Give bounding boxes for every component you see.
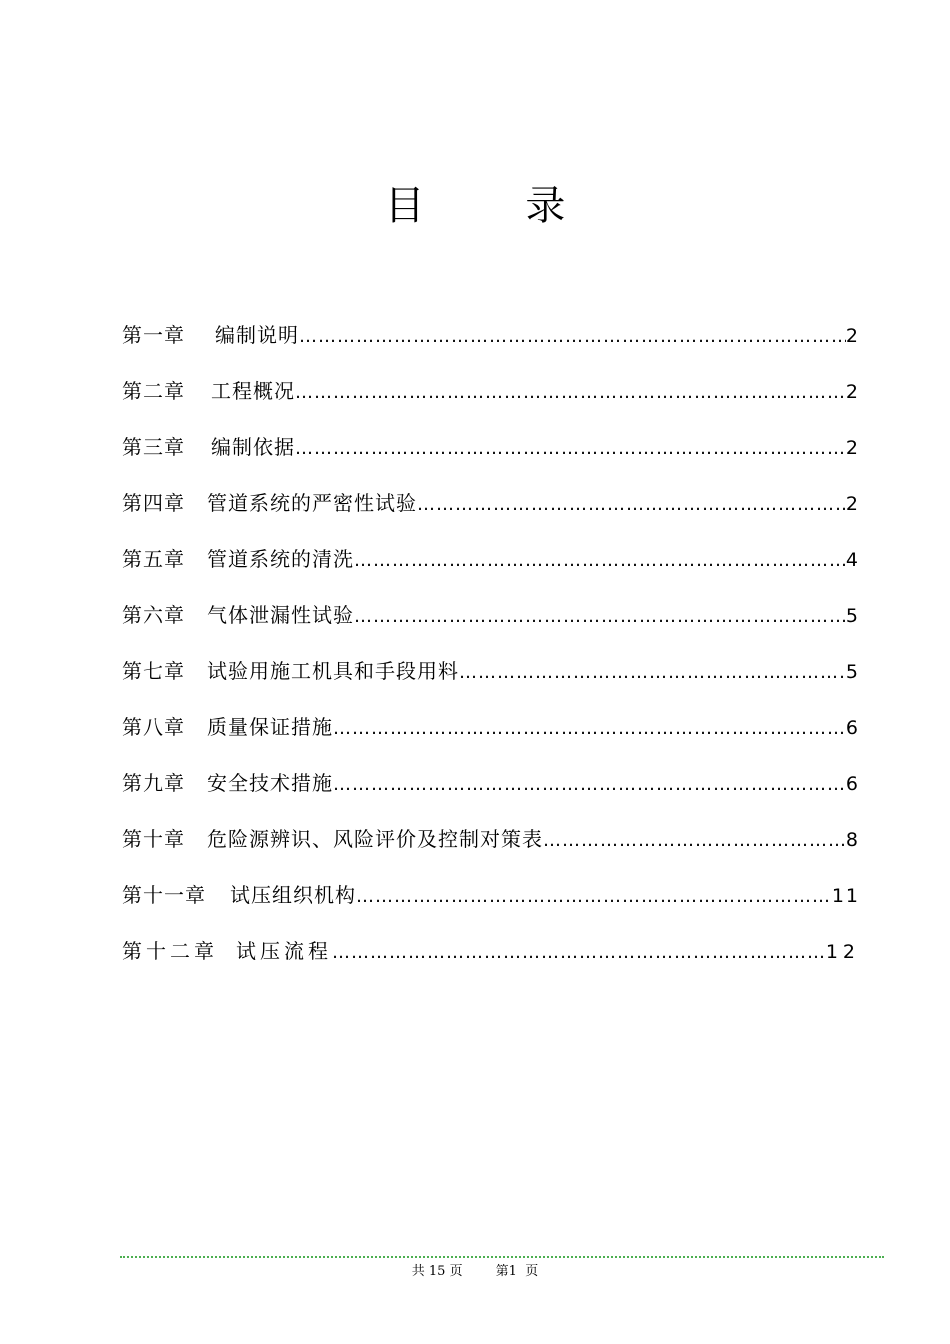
toc-leader-dots [354,543,846,579]
toc-title: 危险源辨识、风险评价及控制对策表 [207,827,543,851]
toc-entry[interactable] [122,429,860,485]
toc-entry[interactable] [122,317,860,373]
toc-title: 编制说明 [215,323,299,347]
toc-chapter-label: 第八章 [122,715,185,739]
page-title: 目 录 [384,183,610,229]
toc-entry[interactable] [122,485,860,541]
toc-leader-dots [543,823,846,859]
toc-page-number: 2 [845,381,860,403]
toc-chapter-label: 第十二章 [122,939,218,963]
toc-entry[interactable] [122,821,860,877]
toc-page-number: 5 [845,661,860,683]
toc-title: 管道系统的严密性试验 [207,491,417,515]
toc-chapter-label: 第四章 [122,491,185,515]
toc-page-number: 2 [845,325,860,347]
toc-leader-dots [299,319,846,355]
toc-page-number: 5 [845,605,860,627]
toc-chapter-label: 第七章 [122,659,185,683]
toc-leader-dots [333,767,846,803]
footer-current-page: 第1 页 [495,1264,539,1279]
toc-chapter-label: 第五章 [122,547,185,571]
toc-chapter-label: 第九章 [122,771,185,795]
toc-title: 气体泄漏性试验 [207,603,354,627]
toc-page-number: 8 [845,829,860,851]
toc-page-number: 6 [845,773,860,795]
toc-leader-dots [356,879,832,915]
toc-entry[interactable] [122,373,860,429]
toc-title: 试压组织机构 [230,883,356,907]
toc-entry[interactable] [122,877,860,933]
toc-entry[interactable] [122,597,860,653]
toc-page-number: 12 [825,941,860,963]
toc-leader-dots [417,487,846,523]
toc-chapter-label: 第十章 [122,827,185,851]
toc-leader-dots [333,711,846,747]
footer-spacer [463,1264,496,1279]
footer-total-pages: 共 15 页 [411,1264,463,1279]
toc-entry[interactable] [122,541,860,597]
toc-page-number: 2 [845,493,860,515]
footer-divider [120,1256,884,1258]
toc-page-number: 6 [845,717,860,739]
toc-leader-dots [354,599,846,635]
toc-page-number: 2 [845,437,860,459]
toc-title: 安全技术措施 [207,771,333,795]
toc-page-number: 11 [831,885,860,907]
toc-leader-dots [459,655,846,691]
toc-chapter-label: 第十一章 [122,883,206,907]
toc-page-number: 4 [845,549,860,571]
toc-title: 试压流程 [236,939,332,963]
toc-title: 试验用施工机具和手段用料 [207,659,459,683]
toc-leader-dots [332,935,826,971]
table-of-contents [122,317,860,989]
toc-entry[interactable] [122,653,860,709]
toc-leader-dots [295,431,846,467]
toc-chapter-label: 第六章 [122,603,185,627]
toc-chapter-label: 第二章 [122,379,185,403]
toc-title: 工程概况 [211,379,295,403]
toc-chapter-label: 第三章 [122,435,185,459]
toc-entry[interactable] [122,709,860,765]
toc-title: 管道系统的清洗 [207,547,354,571]
toc-chapter-label: 第一章 [122,323,185,347]
toc-title: 质量保证措施 [207,715,333,739]
page-footer [0,1262,950,1282]
toc-entry[interactable] [122,933,860,989]
toc-entry[interactable] [122,765,860,821]
toc-leader-dots [295,375,846,411]
toc-title: 编制依据 [211,435,295,459]
